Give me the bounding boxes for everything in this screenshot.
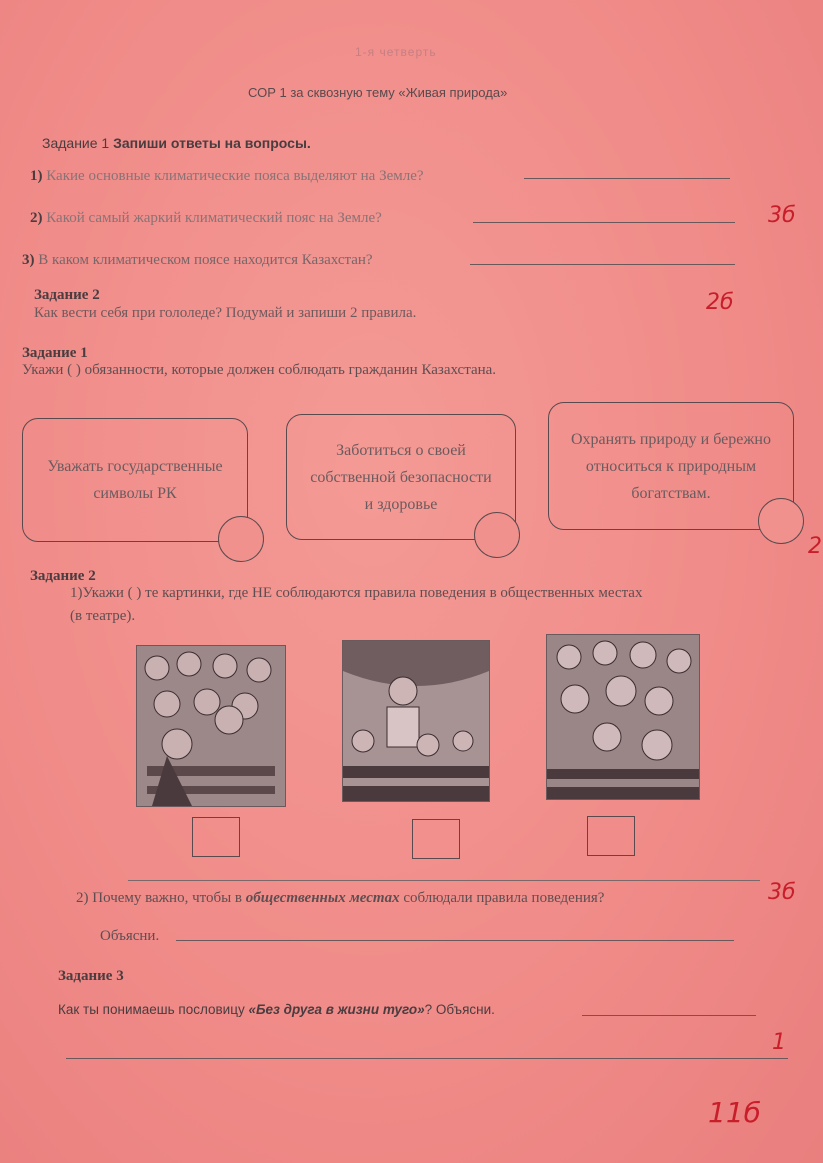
duty-option-2-text: Заботиться о своей собственной безопасности и здоровье [310,441,492,513]
question-1 [30,168,424,185]
answer-line-2[interactable] [473,222,735,223]
task3-text-before: Как ты понимаешь пословицу [58,1002,249,1017]
task1b-text: Укажи ( ) обязанности, которые должен соблюдать гражданин Казахстана. [22,362,497,378]
question-3-number: 3) [22,252,35,268]
task2b-question2 [76,890,604,907]
answer-line-proverb[interactable] [582,1015,756,1016]
task1-heading-prefix: Задание 1 [42,135,110,151]
task3-grade: 1 [772,1030,786,1055]
proverb-text: «Без друга в жизни туго» [248,1002,425,1017]
task2-grade: 2б [706,290,734,315]
question-2-text: Какой самый жаркий климатический пояс на Земле? [46,210,382,226]
picture-1-checkbox[interactable] [192,817,240,857]
answer-line-3[interactable] [470,264,735,265]
task2b-text: 1)Укажи ( ) те картинки, где НЕ соблюдаются правила поведения в общественных местах [70,585,643,601]
task3-question [58,1002,495,1017]
question-1-text: Какие основные климатические пояса выделяют на Земле? [46,168,424,184]
duty-option-2-checkbox[interactable] [474,512,520,558]
total-grade: 11б [708,1096,761,1129]
task1-heading [42,135,311,151]
page-subtitle: СОР 1 за сквозную тему «Живая природа» [248,85,508,100]
audience-illustration [137,646,285,806]
picture-2-checkbox[interactable] [412,819,460,859]
theatre-stage-picture [342,640,490,802]
task1-heading-text: Запиши ответы на вопросы. [113,135,311,151]
question-2-number: 2) [30,210,43,226]
task1b-grade: 2 [808,534,822,559]
task2b-text-cont: (в театре). [70,608,136,624]
picture-3-checkbox[interactable] [587,816,635,856]
task3-heading: Задание 3 [58,968,124,984]
task2-text: Как вести себя при гололеде? Подумай и запиши 2 правила. [34,305,417,321]
question-3-text: В каком климатическом поясе находится Казахстан? [38,252,373,268]
q2-text-before: 2) Почему важно, чтобы в [76,890,246,906]
task2b-grade: 3б [768,880,796,905]
q2-emphasis: общественных местах [245,890,400,906]
crowd-illustration [547,635,699,799]
question-3 [22,252,373,269]
stage-illustration [343,641,489,801]
theatre-audience-picture [136,645,286,807]
duty-option-1-text: Уважать государственные символы РК [47,458,223,502]
task1-grade: 3б [768,203,796,228]
answer-line-1[interactable] [524,178,730,179]
question-2 [30,210,382,227]
task2-heading: Задание 2 [34,287,100,303]
explain-label: Объясни. [100,928,160,944]
duty-option-3-text: Охранять природу и бережно относиться к природным богатствам. [571,430,771,502]
quarter-label: 1-я четверть [355,45,437,59]
question-1-number: 1) [30,168,43,184]
duty-option-3 [548,402,794,530]
answer-line-proverb-2[interactable] [66,1058,788,1059]
duty-option-3-checkbox[interactable] [758,498,804,544]
theatre-crowd-picture [546,634,700,800]
answer-line-pictures[interactable] [128,880,760,881]
task3-text-after: ? Объясни. [424,1002,495,1017]
q2-text-after: соблюдали правила поведения? [399,890,605,906]
task2b-heading: Задание 2 [30,568,96,584]
answer-line-explain[interactable] [176,940,734,941]
duty-option-1-checkbox[interactable] [218,516,264,562]
task1b-heading: Задание 1 [22,345,88,361]
duty-option-1 [22,418,248,542]
